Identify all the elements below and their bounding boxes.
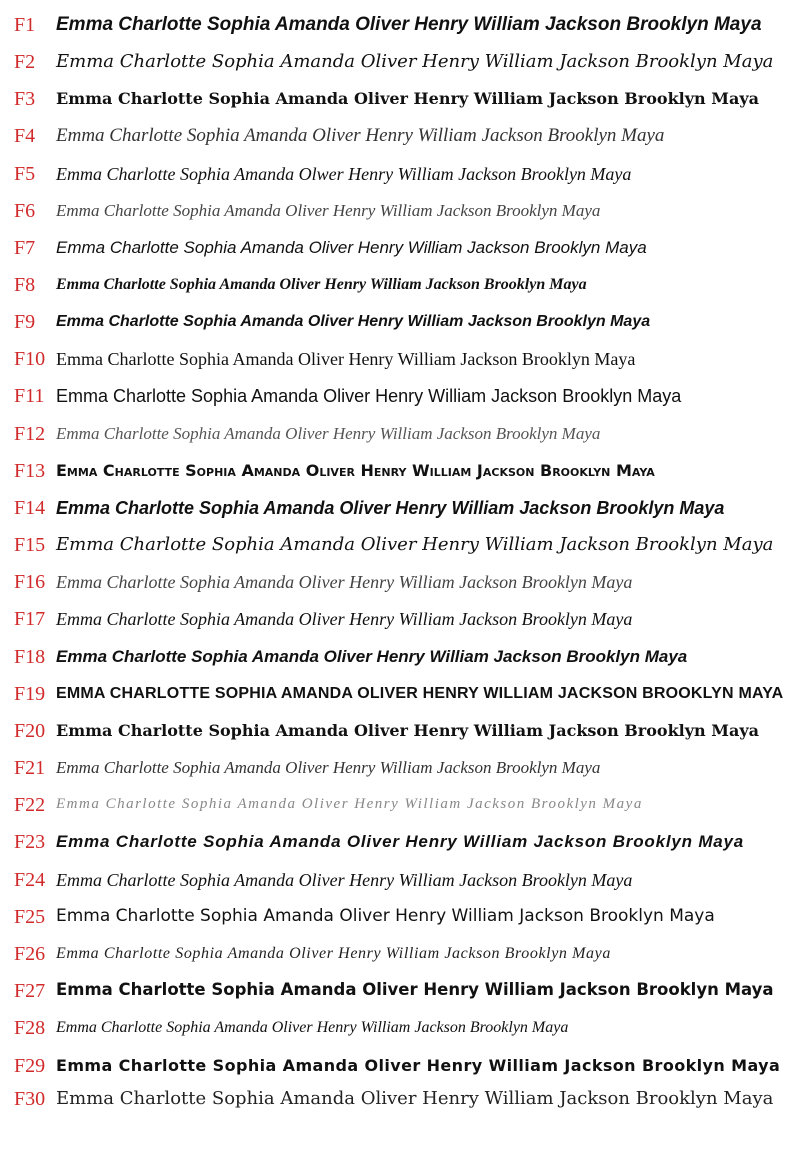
font-row-f28: [0, 1009, 794, 1046]
font-row-f4: [0, 117, 794, 154]
font-label: F7: [14, 236, 36, 259]
font-label: F9: [14, 310, 36, 333]
font-label: F10: [14, 347, 46, 370]
font-sample-text: Emma Charlotte Sophia Amanda Oliver Henry William Jackson Brooklyn Maya: [56, 50, 774, 72]
font-row-f8: [0, 266, 794, 303]
font-sample-text: Emma Charlotte Sophia Amanda Oliver Henry William Jackson Brooklyn Maya: [56, 906, 715, 926]
font-label: F28: [14, 1016, 46, 1039]
font-row-f27: [0, 972, 794, 1009]
font-sample-text: Emma Charlotte Sophia Amanda Oliver Henry William Jackson Brooklyn Maya: [56, 275, 587, 293]
font-row-f5: [0, 155, 794, 192]
font-row-f21: [0, 749, 794, 786]
font-row-f1: [0, 6, 794, 43]
font-sample-text: Emma Charlotte Sophia Amanda Oliver Henry William Jackson Brooklyn Maya: [56, 720, 759, 740]
font-label: F23: [14, 830, 46, 853]
font-row-f20: [0, 712, 794, 749]
font-row-f24: [0, 861, 794, 898]
font-label: F17: [14, 607, 46, 630]
font-row-f15: [0, 526, 794, 563]
font-label: F20: [14, 719, 46, 742]
font-label: F27: [14, 979, 46, 1002]
font-label: F25: [14, 905, 46, 928]
font-sample-text: Emma Charlotte Sophia Amanda Oliver Henry William Jackson Brooklyn Maya: [56, 533, 774, 555]
font-label: F26: [14, 942, 46, 965]
font-sample-text: Emma Charlotte Sophia Amanda Olwer Henry William Jackson Brooklyn Maya: [56, 163, 632, 184]
font-sample-text: Emma Charlotte Sophia Amanda Oliver Henry William Jackson Brooklyn Maya: [56, 832, 745, 851]
font-sample-text: Emma Charlotte Sophia Amanda Oliver Henry William Jackson Brooklyn Maya: [56, 571, 633, 592]
font-label: F4: [14, 124, 36, 147]
font-sample-text: Emma Charlotte Sophia Amanda Oliver Henry William Jackson Brooklyn Maya: [56, 608, 633, 629]
font-label: F8: [14, 273, 36, 296]
font-row-f2: [0, 43, 794, 80]
font-sample-text: Emma Charlotte Sophia Amanda Oliver Henry William Jackson Brooklyn Maya: [56, 647, 688, 666]
font-sample-text: Emma Charlotte Sophia Amanda Oliver Henry William Jackson Brooklyn Maya: [56, 348, 636, 369]
font-label: F13: [14, 459, 46, 482]
font-row-f12: [0, 415, 794, 452]
font-sample-text: Emma Charlotte Sophia Amanda Oliver Henry William Jackson Brooklyn Maya: [56, 1087, 774, 1109]
font-label: F18: [14, 645, 46, 668]
font-sample-text: Emma Charlotte Sophia Amanda Oliver Henry William Jackson Brooklyn Maya: [56, 980, 774, 1000]
font-sample-text: Emma Charlotte Sophia Amanda Oliver Henry William Jackson Brooklyn Maya: [56, 1018, 569, 1036]
font-sample-text: Emma Charlotte Sophia Amanda Oliver Henry William Jackson Brooklyn Maya: [56, 14, 762, 35]
font-label: F21: [14, 756, 46, 779]
font-sample-text: Emma Charlotte Sophia Amanda Oliver Henry William Jackson Brooklyn Maya: [56, 424, 601, 443]
font-row-f7: [0, 229, 794, 266]
font-row-f30: [0, 1080, 794, 1117]
font-label: F6: [14, 199, 36, 222]
font-row-f13: [0, 452, 794, 489]
font-label: F22: [14, 793, 46, 816]
font-sample-text: Emma Charlotte Sophia Amanda Oliver Henry William Jackson Brooklyn Maya: [56, 758, 601, 777]
font-label: F29: [14, 1054, 46, 1077]
font-row-f29: [0, 1047, 794, 1084]
font-label: F30: [14, 1087, 46, 1110]
font-row-f3: [0, 80, 794, 117]
font-sample-text: Emma Charlotte Sophia Amanda Oliver Henry William Jackson Brooklyn Maya: [56, 497, 725, 518]
font-row-f9: [0, 303, 794, 340]
font-label: F5: [14, 162, 36, 185]
font-row-f6: [0, 192, 794, 229]
font-row-f25: [0, 898, 794, 935]
font-sample-text: Emma Charlotte Sophia Amanda Oliver Henry William Jackson Brooklyn Maya: [56, 385, 682, 406]
font-label: F1: [14, 13, 36, 36]
font-sample-text: Emma Charlotte Sophia Amanda Oliver Henry William Jackson Brooklyn Maya: [56, 312, 651, 330]
font-row-f26: [0, 935, 794, 972]
font-label: F15: [14, 533, 46, 556]
font-label: F24: [14, 868, 46, 891]
font-sample-text: Emma Charlotte Sophia Amanda Oliver Henry William Jackson Brooklyn Maya: [56, 238, 647, 257]
font-sample-text: Emma Charlotte Sophia Amanda Oliver Henry William Jackson Brooklyn Maya: [56, 796, 643, 812]
font-sample-text: Emma Charlotte Sophia Amanda Oliver Henry William Jackson Brooklyn Maya: [56, 460, 655, 480]
font-row-f22: [0, 786, 794, 823]
font-sample-text: Emma Charlotte Sophia Amanda Oliver Henry William Jackson Brooklyn Maya: [56, 1055, 781, 1075]
font-label: F11: [14, 384, 45, 407]
font-label: F14: [14, 496, 46, 519]
font-sample-text: Emma Charlotte Sophia Amanda Oliver Henry William Jackson Brooklyn Maya: [56, 944, 611, 962]
font-row-f10: [0, 340, 794, 377]
font-sample-text: EMMA CHARLOTTE SOPHIA AMANDA OLIVER HENRY WILLIAM JACKSON BROOKLYN MAYA: [56, 684, 784, 702]
font-label: F19: [14, 682, 46, 705]
font-label: F3: [14, 87, 36, 110]
font-sample-text: Emma Charlotte Sophia Amanda Oliver Henry William Jackson Brooklyn Maya: [56, 869, 633, 890]
font-sample-text: Emma Charlotte Sophia Amanda Oliver Henry William Jackson Brooklyn Maya: [56, 88, 759, 108]
font-row-f14: [0, 489, 794, 526]
font-label: F16: [14, 570, 46, 593]
font-sample-text: Emma Charlotte Sophia Amanda Oliver Henry William Jackson Brooklyn Maya: [56, 201, 601, 220]
font-row-f18: [0, 638, 794, 675]
font-row-f16: [0, 563, 794, 600]
font-row-f17: [0, 600, 794, 637]
font-row-f11: [0, 377, 794, 414]
font-label: F12: [14, 422, 46, 445]
font-label: F2: [14, 50, 36, 73]
font-sample-text: Emma Charlotte Sophia Amanda Oliver Henry William Jackson Brooklyn Maya: [56, 125, 665, 146]
font-row-f23: [0, 823, 794, 860]
font-row-f19: [0, 675, 794, 712]
